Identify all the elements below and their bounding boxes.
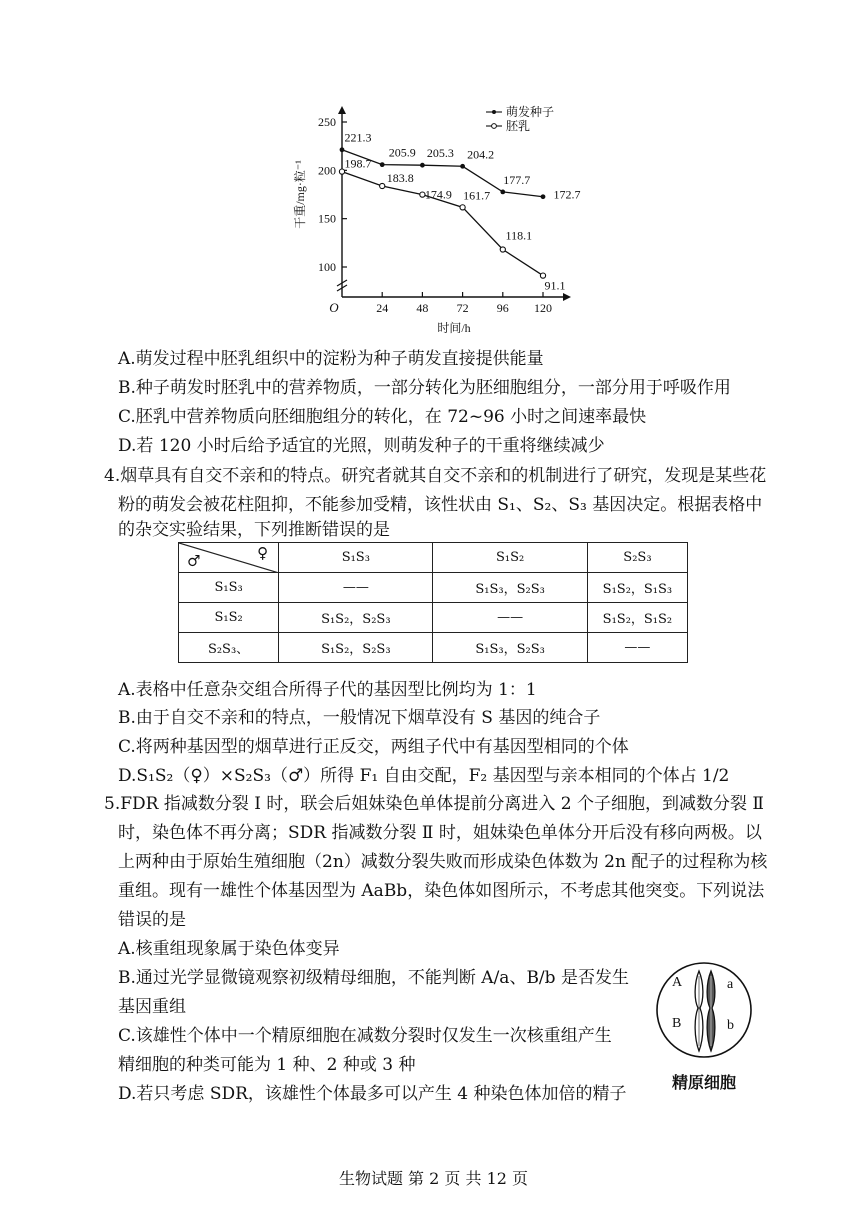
x-tick-label: 48 <box>416 301 429 315</box>
q3-option-c: C.胚乳中营养物质向胚细胞组分的转化，在 72~96 小时之间速率最快 <box>118 407 647 427</box>
table-cell: —— <box>587 633 687 663</box>
y-axis-arrow <box>338 106 346 114</box>
legend-label: 萌发种子 <box>506 105 555 119</box>
data-point <box>500 189 505 194</box>
data-label: 174.9 <box>424 187 452 202</box>
q3-option-a: A.萌发过程中胚乳组织中的淀粉为种子萌发直接提供能量 <box>118 349 544 369</box>
table-cell: S₁S₃，S₂S₃ <box>433 573 587 603</box>
q4-option-c: C.将两种基因型的烟草进行正反交，两组子代中有基因型相同的个体 <box>118 737 629 757</box>
data-label: 91.1 <box>544 278 566 293</box>
q5-option-d: D.若只考虑 SDR，该雄性个体最多可以产生 4 种染色体加倍的精子 <box>118 1084 627 1104</box>
data-label: 172.7 <box>553 187 581 202</box>
data-label: 161.7 <box>463 188 491 203</box>
data-point <box>340 147 345 152</box>
q3-option-d: D.若 120 小时后给予适宜的光照，则萌发种子的干重将继续减少 <box>118 436 605 456</box>
row-header: S₂S₃、 <box>179 633 279 663</box>
table-cell: S₁S₂，S₂S₃ <box>279 633 433 663</box>
data-label: 221.3 <box>344 130 372 145</box>
gene-label-b: b <box>727 1018 734 1033</box>
data-label: 198.7 <box>344 156 372 171</box>
data-point <box>460 205 465 210</box>
data-point <box>541 194 546 199</box>
table-cell: S₁S₂，S₁S₂ <box>587 603 687 633</box>
table-cell: S₁S₃，S₂S₃ <box>433 633 587 663</box>
data-point <box>540 273 545 278</box>
y-tick-label: 150 <box>318 211 336 226</box>
q3-option-b: B.种子萌发时胚乳中的营养物质，一部分转化为胚细胞组分，一部分用于呼吸作用 <box>118 378 731 398</box>
data-point <box>460 164 465 169</box>
table-corner-cell <box>179 543 279 573</box>
data-point <box>380 183 385 188</box>
x-tick-label: 72 <box>456 301 469 315</box>
male-symbol: ♂ <box>187 552 201 570</box>
table-cell: —— <box>433 603 587 633</box>
x-axis-arrow <box>563 293 571 301</box>
q4-stem-line-1: 4.烟草具有自交不亲和的特点。研究者就其自交不亲和的机制进行了研究，发现是某些花 <box>104 466 767 486</box>
chromosome-left <box>695 971 703 1051</box>
y-tick-label: 200 <box>318 163 336 178</box>
legend-marker <box>492 124 497 129</box>
data-label: 204.2 <box>467 147 495 162</box>
origin-label: O <box>329 300 339 315</box>
gene-label-a: a <box>727 977 734 992</box>
q4-stem-line-2: 粉的萌发会被花柱阻抑，不能参加受精，该性状由 S₁、S₂、S₃ 基因决定。根据表格中 <box>118 495 763 515</box>
data-label: 183.8 <box>386 170 414 185</box>
q4-option-b: B.由于自交不亲和的特点，一般情况下烟草没有 S 基因的纯合子 <box>118 708 601 728</box>
q5-option-c-line-2: 精细胞的种类可能为 1 种、2 种或 3 种 <box>118 1055 416 1075</box>
x-tick-label: 24 <box>376 301 389 315</box>
y-tick-label: 100 <box>318 260 336 274</box>
col-header: S₂S₃ <box>587 543 687 573</box>
female-symbol: ♀ <box>257 544 269 562</box>
table-cell: S₁S₂，S₂S₃ <box>279 603 433 633</box>
y-axis-label: 干重/mg·粒⁻¹ <box>293 160 307 229</box>
q4-option-a: A.表格中任意杂交组合所得子代的基因型比例均为 1：1 <box>118 680 537 700</box>
q4-option-d: D.S₁S₂（♀）×S₂S₃（♂）所得 F₁ 自由交配，F₂ 基因型与亲本相同的个体占 1/2 <box>118 766 730 786</box>
gene-label-A: A <box>672 975 683 990</box>
q4-stem-line-3: 的杂交实验结果，下列推断错误的是 <box>118 520 390 540</box>
cross-result-table <box>178 542 688 663</box>
data-point <box>500 247 505 252</box>
data-label: 118.1 <box>505 228 533 243</box>
x-tick-label: 120 <box>534 301 552 315</box>
data-point <box>380 162 385 167</box>
y-tick-label: 250 <box>318 115 336 129</box>
q5-stem-line-4: 重组。现有一雄性个体基因型为 AaBb，染色体如图所示，不考虑其他突变。下列说法 <box>118 881 765 901</box>
page-footer: 生物试题 第 2 页 共 12 页 <box>338 1169 529 1188</box>
col-header: S₁S₃ <box>279 543 433 573</box>
table-row <box>179 603 688 633</box>
q5-option-b-line-1: B.通过光学显微镜观察初级精母细胞，不能判断 A/a、B/b 是否发生 <box>118 968 629 988</box>
q5-stem-line-3: 上两种由于原始生殖细胞（2n）减数分裂失败而形成染色体数为 2n 配子的过程称为核 <box>118 852 768 872</box>
data-point <box>420 163 425 168</box>
table-cell: S₁S₂，S₁S₃ <box>587 573 687 603</box>
q5-option-a: A.核重组现象属于染色体变异 <box>118 939 340 959</box>
table-cell: —— <box>279 573 433 603</box>
row-header: S₁S₃ <box>179 573 279 603</box>
table-row <box>179 573 688 603</box>
table-row <box>179 633 688 663</box>
figure-caption: 精原细胞 <box>672 1073 737 1092</box>
data-label: 177.7 <box>503 172 531 187</box>
q5-stem-line-2: 时，染色体不再分离；SDR 指减数分裂 Ⅱ 时，姐妹染色单体分开后没有移向两极。以 <box>118 823 762 843</box>
legend-marker <box>492 110 496 114</box>
x-axis-label: 时间/h <box>437 321 471 335</box>
spermatogonium-diagram <box>652 958 762 1068</box>
data-label: 205.3 <box>426 146 454 161</box>
col-header: S₁S₂ <box>433 543 587 573</box>
q5-stem-line-1: 5.FDR 指减数分裂 Ⅰ 时，联会后姐妹染色单体提前分离进入 2 个子细胞，到减数分裂 Ⅱ <box>104 794 764 814</box>
legend-label: 胚乳 <box>506 119 531 133</box>
x-tick-label: 96 <box>496 301 509 315</box>
table-header-row <box>179 543 688 573</box>
gene-label-B: B <box>672 1016 682 1031</box>
dry-weight-line-chart <box>280 100 600 345</box>
q5-stem-line-5: 错误的是 <box>118 910 186 930</box>
q5-option-b-line-2: 基因重组 <box>118 997 186 1017</box>
chromosome-right <box>707 971 715 1051</box>
q5-option-c-line-1: C.该雄性个体中一个精原细胞在减数分裂时仅发生一次核重组产生 <box>118 1026 612 1046</box>
row-header: S₁S₂ <box>179 603 279 633</box>
data-label: 205.9 <box>388 145 416 160</box>
